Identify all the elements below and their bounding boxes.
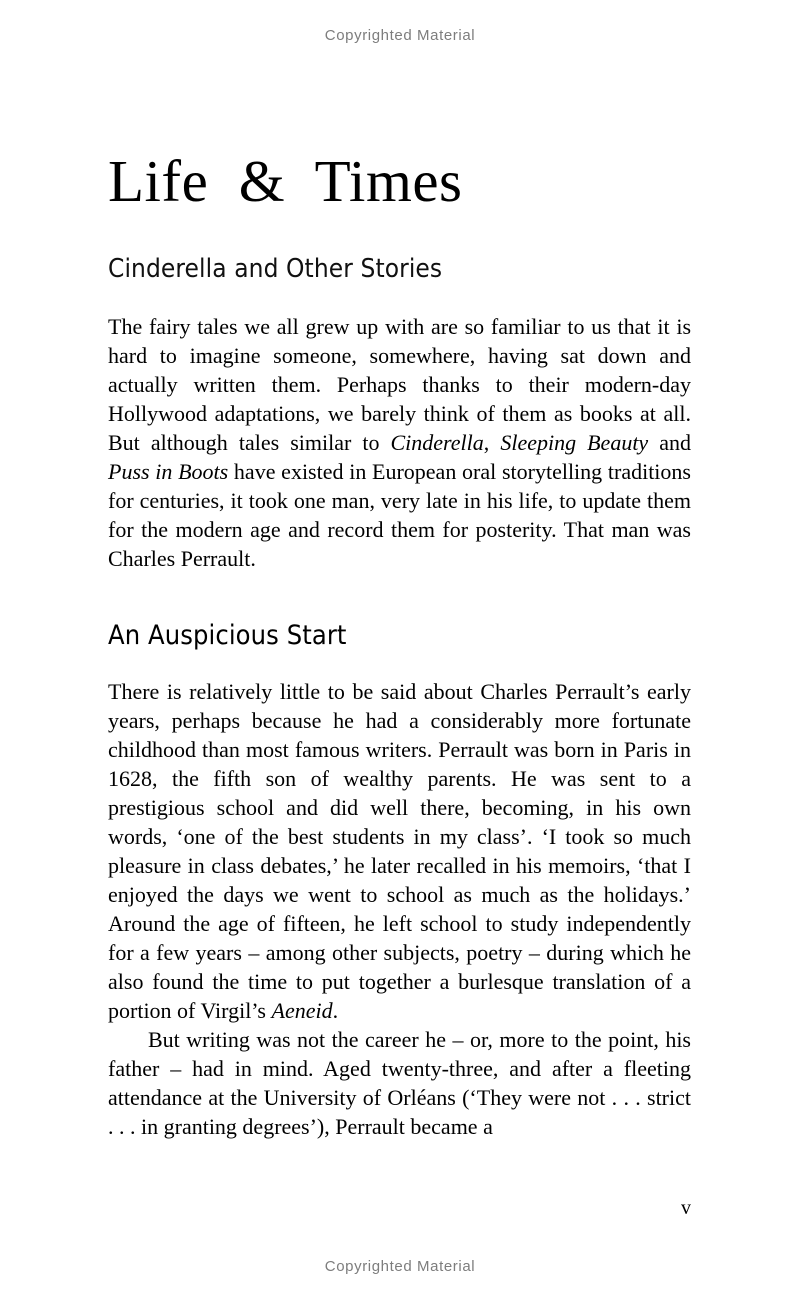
section-paragraph-2: But writing was not the career he – or, more to the point, his father – had in mind. Aged twenty-three, and after a fleeting attendance at the University of Orléans (‘They were not . . . strict . . . in granting degrees’), Perrault became a — [108, 1027, 691, 1140]
copyright-watermark-bottom: Copyrighted Material — [324, 1258, 476, 1275]
page-number: v — [681, 1197, 691, 1219]
copyright-watermark-top: Copyrighted Material — [324, 27, 476, 44]
text-column — [108, 0, 691, 1141]
section-paragraph-1: There is relatively little to be said about Charles Perrault’s early years, perhaps because he had a considerably more fortunate childhood than most famous writers. Perrault was born in Paris in 1628, the fifth son of wealthy parents. He was sent to a prestigious school and did well there, becoming, in his own words, ‘one of the best students in my class’. ‘I took so much pleasure in class debates,’ he later recalled in his memoirs, ‘that I enjoyed the days we went to school as much as the holidays.’ Around the age of fifteen, he left school to study independently for a few years – among other subjects, poetry – during which he also found the time to put together a burlesque translation of a portion of Virgil’s Aeneid. — [108, 679, 691, 1024]
intro-paragraph: The fairy tales we all grew up with are so familiar to us that it is hard to imagine someone, somewhere, having sat down and actually written them. Perhaps thanks to their modern-day Hollywood adaptations, we barely think of them as books at all. But although tales similar to Cinderella, Sleeping Beauty and Puss in Boots have existed in European oral storytelling traditions for centuries, it took one man, very late in his life, to update them for the modern age and record them for posterity. That man was Charles Perrault. — [108, 313, 692, 571]
page-title: Life & Times — [108, 148, 463, 214]
section-heading-an-auspicious-start: An Auspicious Start — [108, 619, 347, 651]
chapter-subtitle: Cinderella and Other Stories — [108, 254, 443, 284]
